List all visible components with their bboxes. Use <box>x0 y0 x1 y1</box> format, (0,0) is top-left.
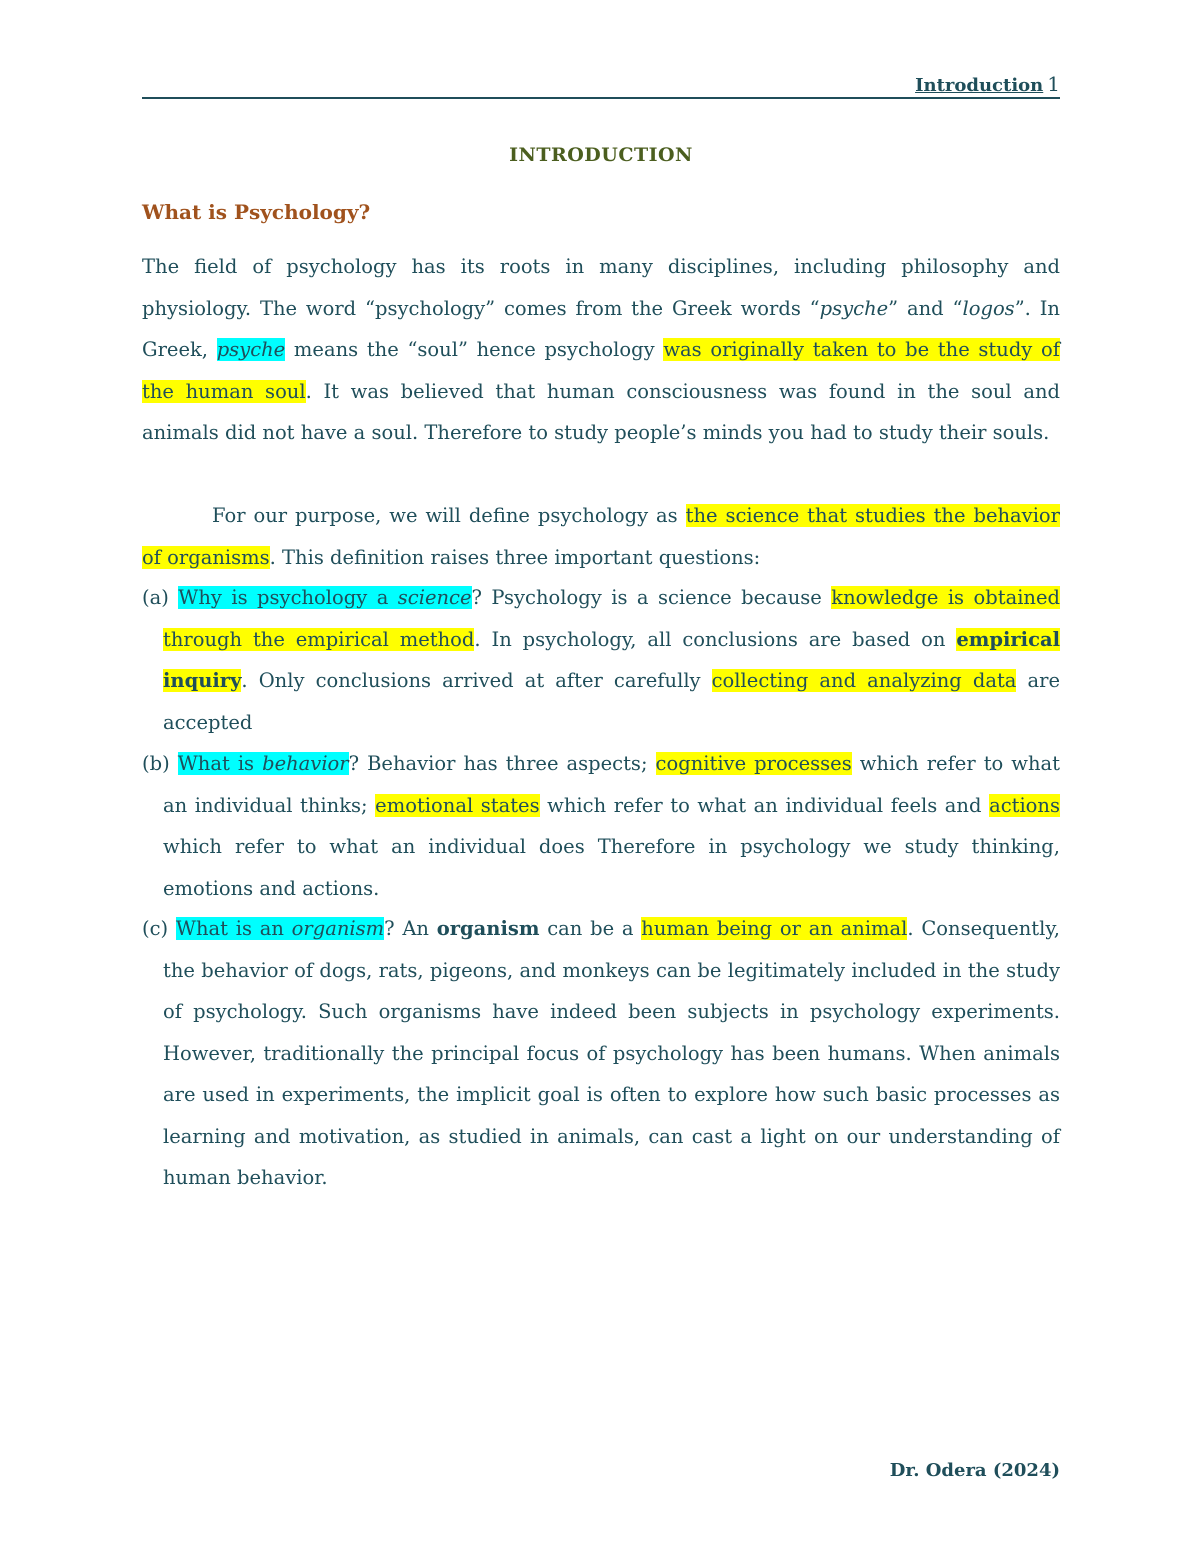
psyche-highlight: psyche <box>216 338 286 361</box>
highlight-cognitive: cognitive processes <box>655 752 852 775</box>
highlight-collecting-data: collecting and analyzing data <box>711 669 1017 692</box>
question-organism: What is an organism <box>175 917 385 940</box>
highlight-empirical-inquiry: empirical inquiry <box>163 627 1060 692</box>
logos-italic: logos <box>962 296 1015 320</box>
header-text <box>915 72 1060 96</box>
paragraph-roots: The field of psychology has its roots in many disciplines, including philosophy and physiology. The word “psychology” comes from the Greek words “psyche” and “logos”. In Greek, psyche means the “soul” hence psychology was originally taken to be the study of the human soul. It was believed that human consciousness was found in the soul and animals did not have a soul. Therefore to study people’s minds you had to study their souls. <box>142 255 1061 444</box>
page-footer: Dr. Odera (2024) <box>889 1460 1060 1481</box>
document-title: INTRODUCTION <box>509 144 693 166</box>
psyche-italic: psyche <box>819 296 889 320</box>
question-behavior: What is behavior <box>177 752 349 775</box>
paragraph-definition: For our purpose, we will define psychology as the science that studies the behavior of organisms. This definition raises three important questions: <box>142 504 1060 569</box>
list-item-organism: (c) What is an organism? An organism can be a human being or an animal. Consequently, the behavior of dogs, rats, pigeons, and monkeys can be legitimately included in the study of psychology. Such organisms have indeed been subjects in psychology experiments. However, traditionally the principal focus of psychology has been humans. When animals are used in experiments, the implicit goal is often to explore how such basic processes as learning and motivation, as studied in animals, can cast a light on our understanding of human behavior. <box>142 917 1060 1189</box>
list-item-science: (a) Why is psychology a science? Psychology is a science because knowledge is obtained through the empirical method. In psychology, all conclusions are based on empirical inquiry. Only conclusions arrived at after carefully collecting and analyzing data are accepted <box>142 586 1061 734</box>
highlight-study-of-soul: was originally taken to be the study of the human soul <box>142 338 1060 403</box>
highlight-actions: actions <box>989 793 1060 817</box>
highlight-empirical-method: knowledge is obtained through the empirical method <box>163 586 1061 651</box>
highlight-definition: the science that studies the behavior of organisms <box>142 504 1060 569</box>
section-heading: What is Psychology? <box>142 200 371 224</box>
question-science: Why is psychology a science <box>178 586 472 609</box>
list-item-behavior: (b) What is behavior? Behavior has three aspects; cognitive processes which refer to what an individual thinks; emotional states which refer to what an individual feels and actions which refer to what an individual does Therefore in psychology we study thinking, emotions and actions. <box>142 752 1061 900</box>
highlight-human-animal: human being or an animal <box>641 917 908 940</box>
highlight-emotional: emotional states <box>375 793 540 817</box>
organism-bold: organism <box>436 917 540 940</box>
page-header <box>142 72 1060 99</box>
header-word: Introduction <box>915 75 1044 96</box>
page-number: 1 <box>1047 72 1060 96</box>
